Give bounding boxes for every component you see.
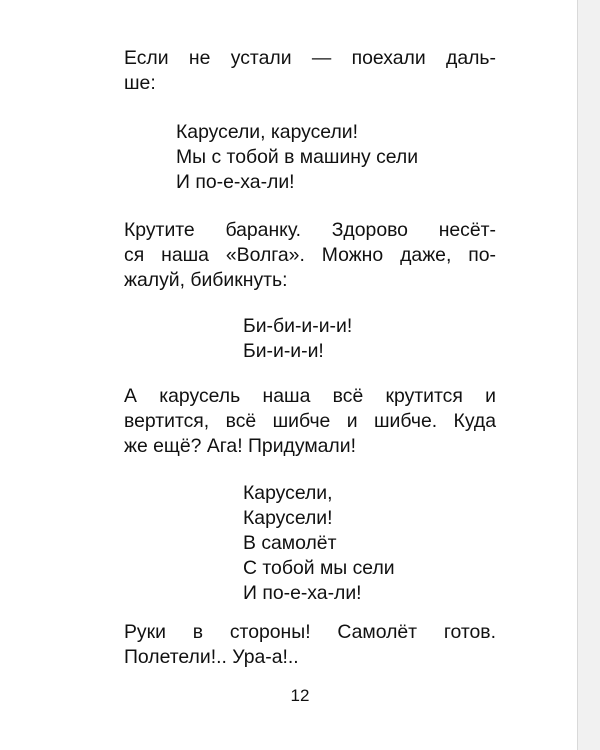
verse-line: Карусели! bbox=[243, 507, 333, 529]
text-line: А карусель наша всё крутится и bbox=[124, 385, 496, 407]
verse-line: Мы с тобой в машину сели bbox=[176, 146, 419, 168]
verse-line: И по-е-ха-ли! bbox=[176, 171, 295, 193]
paragraph-4 bbox=[124, 620, 496, 670]
text-line: Полетели!.. Ура-а!.. bbox=[124, 646, 299, 668]
verse-1 bbox=[176, 120, 418, 195]
verse-line: Карусели, карусели! bbox=[176, 121, 358, 143]
text-line: Крутите баранку. Здорово несёт- bbox=[124, 219, 496, 241]
page-edge-shadow bbox=[578, 0, 600, 750]
verse-line: Би-и-и-и! bbox=[243, 340, 324, 362]
verse-line: И по-е-ха-ли! bbox=[243, 582, 362, 604]
page-number: 12 bbox=[290, 686, 310, 705]
paragraph-3 bbox=[124, 384, 496, 459]
verse-line: Би-би-и-и-и! bbox=[243, 315, 353, 337]
verse-line: С тобой мы сели bbox=[243, 557, 395, 579]
paragraph-1 bbox=[124, 46, 496, 96]
text-line: ше: bbox=[124, 72, 156, 94]
text-line: жалуй, бибикнуть: bbox=[124, 269, 288, 291]
text-line: же ещё? Ага! Придумали! bbox=[124, 435, 356, 457]
text-line: ся наша «Волга». Можно даже, по- bbox=[124, 244, 496, 266]
page-edge-line bbox=[577, 0, 578, 750]
verse-2 bbox=[243, 314, 352, 364]
paragraph-2 bbox=[124, 218, 496, 293]
text-line: вертится, всё шибче и шибче. Куда bbox=[124, 410, 496, 432]
verse-3 bbox=[243, 481, 395, 606]
text-line: Руки в стороны! Самолёт готов. bbox=[124, 621, 496, 643]
verse-line: Карусели, bbox=[243, 482, 333, 504]
verse-line: В самолёт bbox=[243, 532, 337, 554]
text-line: Если не устали — поехали даль- bbox=[124, 47, 496, 69]
